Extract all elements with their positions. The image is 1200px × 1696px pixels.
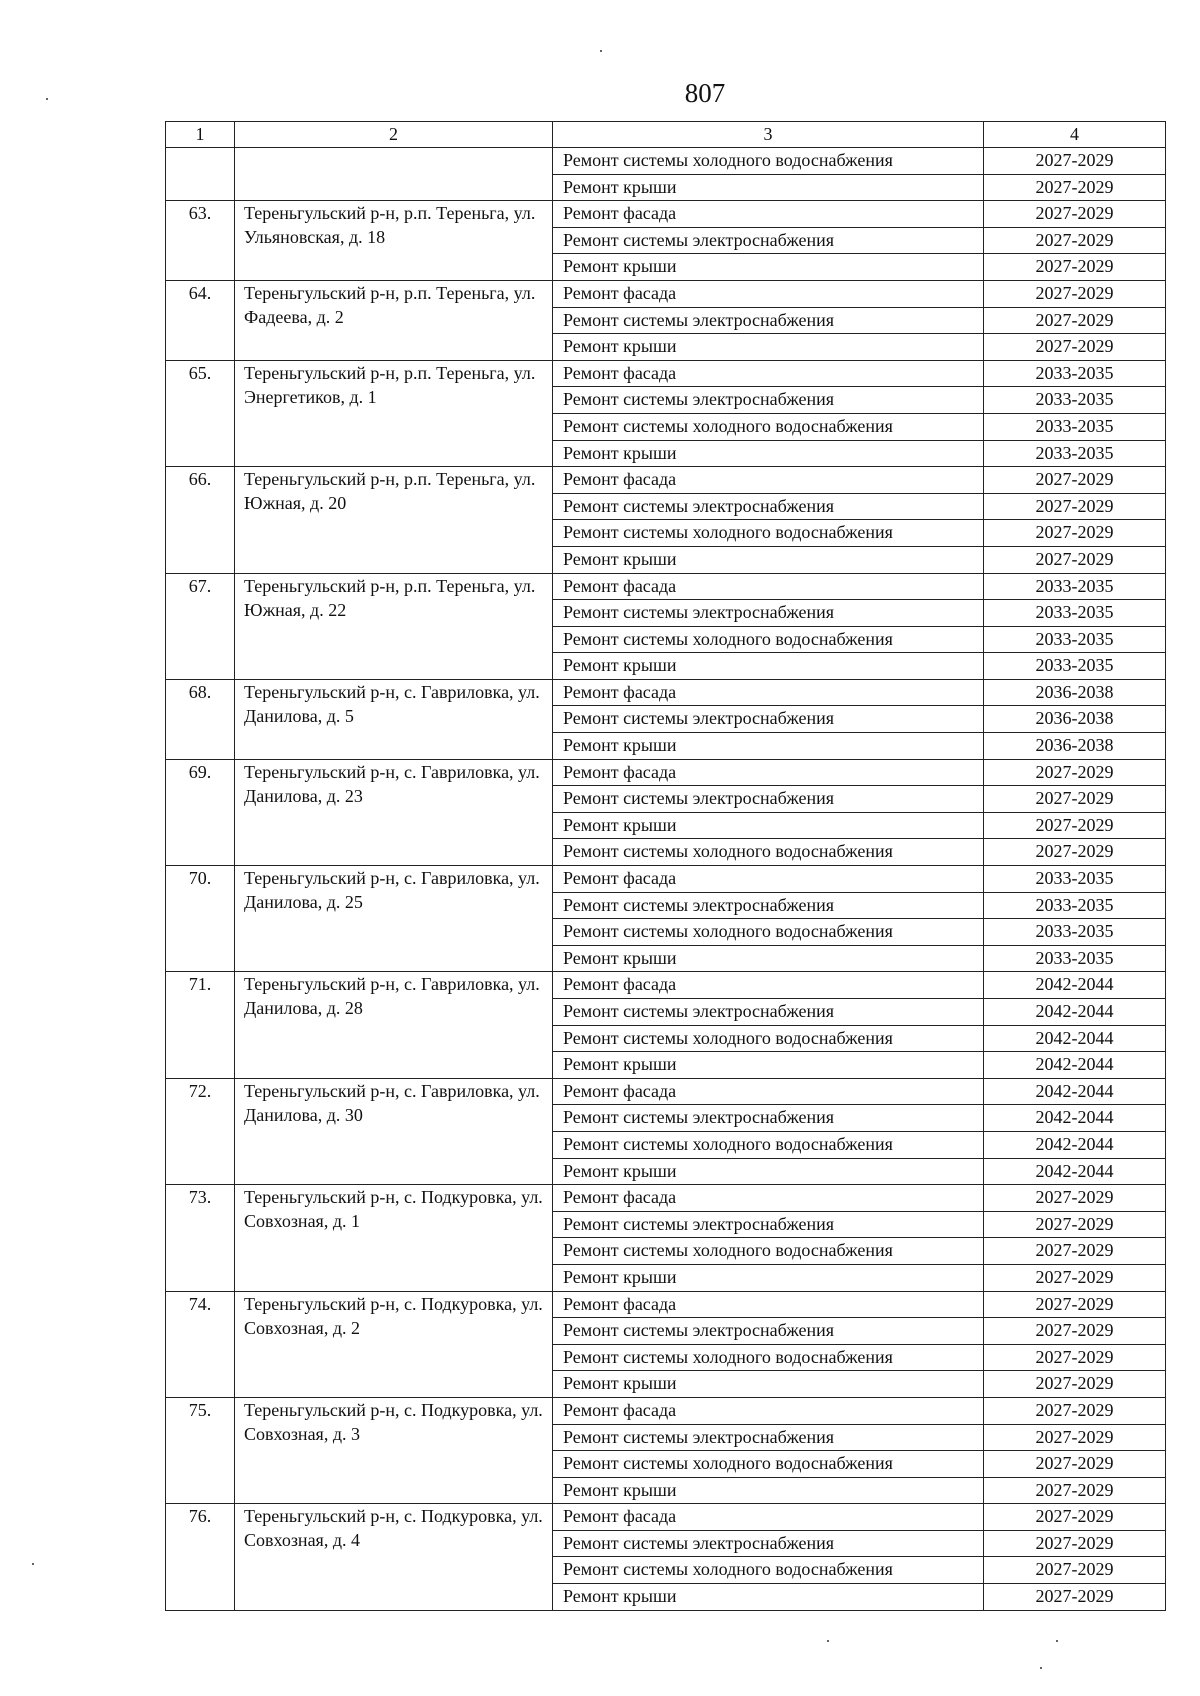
work-type-cell: Ремонт системы электроснабжения xyxy=(553,1424,984,1451)
work-type-cell: Ремонт системы холодного водоснабжения xyxy=(553,839,984,866)
scan-speck xyxy=(1056,1640,1058,1642)
column-number-3: 3 xyxy=(553,122,984,148)
address-cell: Тереньгульский р-н, с. Гавриловка, ул. Данилова, д. 25 xyxy=(235,866,553,972)
period-cell: 2033-2035 xyxy=(984,626,1166,653)
item-number-cell: 69. xyxy=(166,759,235,865)
item-number-cell: 71. xyxy=(166,972,235,1078)
table-row xyxy=(166,280,1166,307)
work-type-cell: Ремонт крыши xyxy=(553,174,984,201)
address-cell: Тереньгульский р-н, р.п. Тереньга, ул. Ульяновская, д. 18 xyxy=(235,201,553,281)
period-cell: 2033-2035 xyxy=(984,360,1166,387)
period-cell: 2027-2029 xyxy=(984,254,1166,281)
item-number-cell: 72. xyxy=(166,1078,235,1184)
work-type-cell: Ремонт крыши xyxy=(553,1477,984,1504)
table-body xyxy=(166,122,1166,1611)
table-row xyxy=(166,972,1166,999)
work-type-cell: Ремонт крыши xyxy=(553,254,984,281)
table-row xyxy=(166,679,1166,706)
work-type-cell: Ремонт фасада xyxy=(553,759,984,786)
work-type-cell: Ремонт крыши xyxy=(553,440,984,467)
period-cell: 2027-2029 xyxy=(984,1477,1166,1504)
table-row xyxy=(166,1078,1166,1105)
period-cell: 2027-2029 xyxy=(984,1318,1166,1345)
work-type-cell: Ремонт крыши xyxy=(553,1371,984,1398)
period-cell: 2027-2029 xyxy=(984,334,1166,361)
work-type-cell: Ремонт крыши xyxy=(553,653,984,680)
period-cell: 2027-2029 xyxy=(984,520,1166,547)
address-cell: Тереньгульский р-н, с. Гавриловка, ул. Данилова, д. 5 xyxy=(235,679,553,759)
period-cell: 2027-2029 xyxy=(984,227,1166,254)
work-type-cell: Ремонт системы холодного водоснабжения xyxy=(553,520,984,547)
period-cell: 2027-2029 xyxy=(984,1211,1166,1238)
work-type-cell: Ремонт системы электроснабжения xyxy=(553,600,984,627)
item-number-cell: 75. xyxy=(166,1397,235,1503)
address-cell: Тереньгульский р-н, с. Подкуровка, ул. Совхозная, д. 4 xyxy=(235,1504,553,1610)
period-cell: 2036-2038 xyxy=(984,733,1166,760)
work-type-cell: Ремонт системы электроснабжения xyxy=(553,786,984,813)
column-number-row xyxy=(166,122,1166,148)
table-row xyxy=(166,360,1166,387)
work-type-cell: Ремонт фасада xyxy=(553,573,984,600)
period-cell: 2027-2029 xyxy=(984,1424,1166,1451)
work-type-cell: Ремонт системы холодного водоснабжения xyxy=(553,1238,984,1265)
period-cell: 2036-2038 xyxy=(984,706,1166,733)
address-cell xyxy=(235,148,553,201)
work-type-cell: Ремонт фасада xyxy=(553,1078,984,1105)
work-type-cell: Ремонт крыши xyxy=(553,334,984,361)
item-number-cell: 65. xyxy=(166,360,235,466)
work-type-cell: Ремонт фасада xyxy=(553,1397,984,1424)
period-cell: 2027-2029 xyxy=(984,1584,1166,1611)
item-number-cell: 63. xyxy=(166,201,235,281)
work-type-cell: Ремонт крыши xyxy=(553,733,984,760)
period-cell: 2042-2044 xyxy=(984,1078,1166,1105)
item-number-cell: 74. xyxy=(166,1291,235,1397)
address-cell: Тереньгульский р-н, р.п. Тереньга, ул. Южная, д. 20 xyxy=(235,467,553,573)
item-number-cell: 68. xyxy=(166,679,235,759)
period-cell: 2033-2035 xyxy=(984,600,1166,627)
period-cell: 2033-2035 xyxy=(984,892,1166,919)
period-cell: 2027-2029 xyxy=(984,1504,1166,1531)
work-type-cell: Ремонт системы холодного водоснабжения xyxy=(553,1025,984,1052)
table-row xyxy=(166,201,1166,228)
work-type-cell: Ремонт системы холодного водоснабжения xyxy=(553,148,984,175)
work-type-cell: Ремонт системы холодного водоснабжения xyxy=(553,1344,984,1371)
table-row xyxy=(166,148,1166,175)
period-cell: 2042-2044 xyxy=(984,1158,1166,1185)
work-type-cell: Ремонт системы электроснабжения xyxy=(553,1105,984,1132)
address-cell: Тереньгульский р-н, с. Подкуровка, ул. Совхозная, д. 1 xyxy=(235,1185,553,1291)
work-type-cell: Ремонт фасада xyxy=(553,201,984,228)
work-type-cell: Ремонт системы холодного водоснабжения xyxy=(553,919,984,946)
period-cell: 2027-2029 xyxy=(984,546,1166,573)
period-cell: 2027-2029 xyxy=(984,1371,1166,1398)
period-cell: 2027-2029 xyxy=(984,839,1166,866)
scan-speck xyxy=(46,98,48,100)
period-cell: 2033-2035 xyxy=(984,866,1166,893)
work-type-cell: Ремонт системы электроснабжения xyxy=(553,307,984,334)
work-type-cell: Ремонт крыши xyxy=(553,1584,984,1611)
work-type-cell: Ремонт системы электроснабжения xyxy=(553,493,984,520)
period-cell: 2033-2035 xyxy=(984,653,1166,680)
period-cell: 2042-2044 xyxy=(984,1025,1166,1052)
work-type-cell: Ремонт крыши xyxy=(553,1052,984,1079)
work-type-cell: Ремонт системы электроснабжения xyxy=(553,1318,984,1345)
work-type-cell: Ремонт фасада xyxy=(553,1291,984,1318)
period-cell: 2042-2044 xyxy=(984,1131,1166,1158)
work-type-cell: Ремонт системы холодного водоснабжения xyxy=(553,626,984,653)
table-row xyxy=(166,467,1166,494)
period-cell: 2033-2035 xyxy=(984,413,1166,440)
work-type-cell: Ремонт крыши xyxy=(553,1264,984,1291)
work-type-cell: Ремонт фасада xyxy=(553,360,984,387)
work-type-cell: Ремонт крыши xyxy=(553,1158,984,1185)
address-cell: Тереньгульский р-н, с. Гавриловка, ул. Данилова, д. 30 xyxy=(235,1078,553,1184)
item-number-cell: 76. xyxy=(166,1504,235,1610)
scan-speck xyxy=(827,1640,829,1642)
repair-schedule-table xyxy=(165,121,1166,1611)
period-cell: 2027-2029 xyxy=(984,1451,1166,1478)
period-cell: 2027-2029 xyxy=(984,307,1166,334)
work-type-cell: Ремонт фасада xyxy=(553,679,984,706)
table-row xyxy=(166,1397,1166,1424)
table-row xyxy=(166,1185,1166,1212)
item-number-cell xyxy=(166,148,235,201)
period-cell: 2027-2029 xyxy=(984,174,1166,201)
work-type-cell: Ремонт фасада xyxy=(553,1185,984,1212)
work-type-cell: Ремонт системы холодного водоснабжения xyxy=(553,1557,984,1584)
period-cell: 2027-2029 xyxy=(984,467,1166,494)
item-number-cell: 66. xyxy=(166,467,235,573)
work-type-cell: Ремонт фасада xyxy=(553,972,984,999)
period-cell: 2027-2029 xyxy=(984,201,1166,228)
scan-speck xyxy=(1040,1667,1042,1669)
work-type-cell: Ремонт крыши xyxy=(553,812,984,839)
item-number-cell: 70. xyxy=(166,866,235,972)
period-cell: 2033-2035 xyxy=(984,440,1166,467)
period-cell: 2036-2038 xyxy=(984,679,1166,706)
address-cell: Тереньгульский р-н, р.п. Тереньга, ул. Энергетиков, д. 1 xyxy=(235,360,553,466)
address-cell: Тереньгульский р-н, с. Гавриловка, ул. Данилова, д. 23 xyxy=(235,759,553,865)
column-number-4: 4 xyxy=(984,122,1166,148)
work-type-cell: Ремонт фасада xyxy=(553,1504,984,1531)
scan-speck xyxy=(32,1563,34,1565)
address-cell: Тереньгульский р-н, р.п. Тереньга, ул. Фадеева, д. 2 xyxy=(235,280,553,360)
period-cell: 2033-2035 xyxy=(984,945,1166,972)
period-cell: 2027-2029 xyxy=(984,812,1166,839)
period-cell: 2027-2029 xyxy=(984,1185,1166,1212)
period-cell: 2027-2029 xyxy=(984,148,1166,175)
work-type-cell: Ремонт системы электроснабжения xyxy=(553,1530,984,1557)
address-cell: Тереньгульский р-н, с. Подкуровка, ул. Совхозная, д. 3 xyxy=(235,1397,553,1503)
period-cell: 2033-2035 xyxy=(984,387,1166,414)
period-cell: 2027-2029 xyxy=(984,1291,1166,1318)
item-number-cell: 73. xyxy=(166,1185,235,1291)
period-cell: 2042-2044 xyxy=(984,1105,1166,1132)
period-cell: 2042-2044 xyxy=(984,999,1166,1026)
work-type-cell: Ремонт крыши xyxy=(553,945,984,972)
period-cell: 2027-2029 xyxy=(984,1557,1166,1584)
work-type-cell: Ремонт системы холодного водоснабжения xyxy=(553,413,984,440)
period-cell: 2042-2044 xyxy=(984,972,1166,999)
table-row xyxy=(166,1504,1166,1531)
period-cell: 2033-2035 xyxy=(984,573,1166,600)
address-cell: Тереньгульский р-н, с. Подкуровка, ул. Совхозная, д. 2 xyxy=(235,1291,553,1397)
table-row xyxy=(166,1291,1166,1318)
period-cell: 2033-2035 xyxy=(984,919,1166,946)
address-cell: Тереньгульский р-н, с. Гавриловка, ул. Данилова, д. 28 xyxy=(235,972,553,1078)
table-row xyxy=(166,573,1166,600)
period-cell: 2027-2029 xyxy=(984,1397,1166,1424)
period-cell: 2027-2029 xyxy=(984,493,1166,520)
table-row xyxy=(166,759,1166,786)
period-cell: 2027-2029 xyxy=(984,759,1166,786)
period-cell: 2027-2029 xyxy=(984,1530,1166,1557)
period-cell: 2027-2029 xyxy=(984,1264,1166,1291)
column-number-2: 2 xyxy=(235,122,553,148)
table-row xyxy=(166,866,1166,893)
period-cell: 2027-2029 xyxy=(984,280,1166,307)
work-type-cell: Ремонт системы электроснабжения xyxy=(553,999,984,1026)
period-cell: 2027-2029 xyxy=(984,1344,1166,1371)
work-type-cell: Ремонт системы электроснабжения xyxy=(553,227,984,254)
period-cell: 2027-2029 xyxy=(984,786,1166,813)
item-number-cell: 67. xyxy=(166,573,235,679)
period-cell: 2042-2044 xyxy=(984,1052,1166,1079)
work-type-cell: Ремонт системы электроснабжения xyxy=(553,1211,984,1238)
work-type-cell: Ремонт фасада xyxy=(553,280,984,307)
column-number-1: 1 xyxy=(166,122,235,148)
work-type-cell: Ремонт системы электроснабжения xyxy=(553,892,984,919)
page-number: 807 xyxy=(684,78,726,108)
work-type-cell: Ремонт системы электроснабжения xyxy=(553,387,984,414)
scan-speck xyxy=(600,50,602,52)
work-type-cell: Ремонт системы электроснабжения xyxy=(553,706,984,733)
item-number-cell: 64. xyxy=(166,280,235,360)
work-type-cell: Ремонт системы холодного водоснабжения xyxy=(553,1451,984,1478)
period-cell: 2027-2029 xyxy=(984,1238,1166,1265)
address-cell: Тереньгульский р-н, р.п. Тереньга, ул. Южная, д. 22 xyxy=(235,573,553,679)
work-type-cell: Ремонт системы холодного водоснабжения xyxy=(553,1131,984,1158)
work-type-cell: Ремонт крыши xyxy=(553,546,984,573)
work-type-cell: Ремонт фасада xyxy=(553,467,984,494)
work-type-cell: Ремонт фасада xyxy=(553,866,984,893)
